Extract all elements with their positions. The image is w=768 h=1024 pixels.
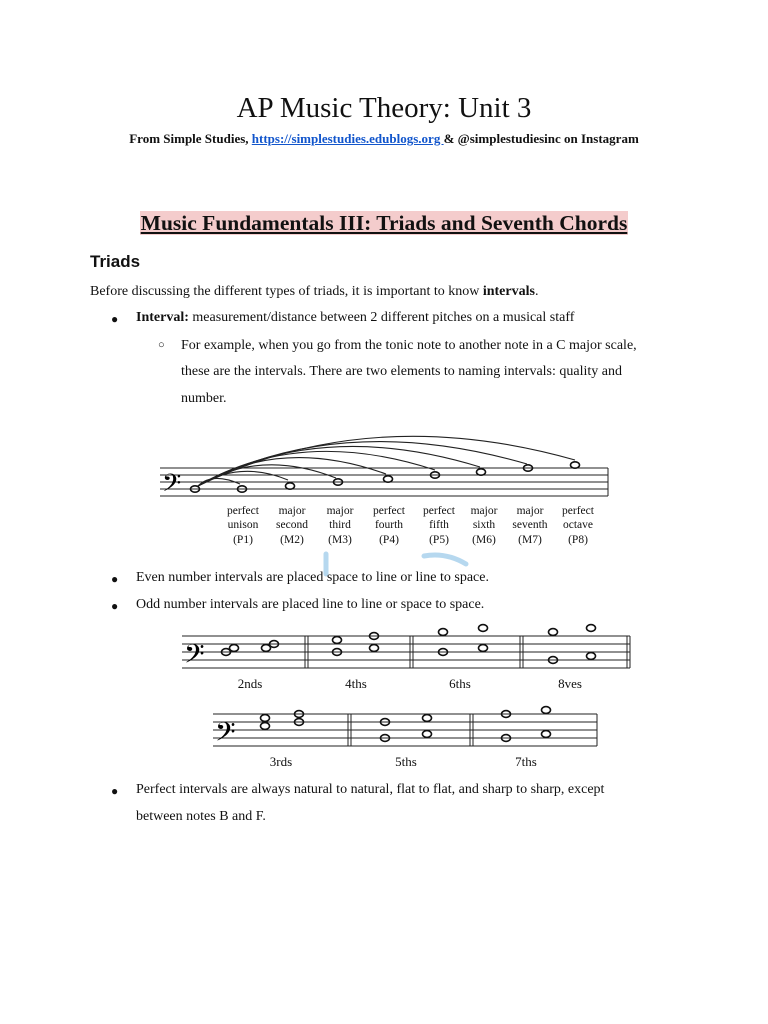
sub-line-3: number. xyxy=(181,391,227,406)
interval-number: sixth xyxy=(472,519,496,531)
interval-quality: perfect xyxy=(373,505,405,517)
bullet-icon: ● xyxy=(111,572,119,586)
interval-arcs xyxy=(198,436,575,486)
intro-bold: intervals xyxy=(482,284,535,299)
interval-abbr: (M7) xyxy=(518,534,542,546)
triads-heading: Triads xyxy=(90,252,141,271)
bullet-perfect-line-1: Perfect intervals are always natural to natural, flat to flat, and sharp to sharp, except xyxy=(136,782,605,797)
odd-intervals-figure xyxy=(209,700,604,772)
odd-label: 5ths xyxy=(395,754,417,769)
interval-quality: major xyxy=(326,505,354,517)
even-intervals-figure xyxy=(178,622,638,692)
intro-suffix: . xyxy=(534,284,539,299)
even-label: 2nds xyxy=(237,676,263,691)
interval-abbr: (M6) xyxy=(472,534,496,546)
bass-clef-icon: 𝄢 xyxy=(162,469,182,504)
even-label: 6ths xyxy=(449,676,471,691)
intro-prefix: Before discussing the different types of triads, it is important to know xyxy=(90,284,483,299)
figure3-staff xyxy=(213,714,597,746)
interval-quality: major xyxy=(516,505,544,517)
interval-quality: perfect xyxy=(423,505,455,517)
source-prefix: From Simple Studies, xyxy=(129,131,252,146)
interval-number: fifth xyxy=(429,519,449,531)
interval-text: measurement/distance between 2 different pitches on a musical staff xyxy=(188,310,575,325)
bullet-icon: ● xyxy=(111,312,119,326)
bullet-perfect-line-2: between notes B and F. xyxy=(136,809,266,824)
source-link[interactable]: https://simplestudies.edublogs.org xyxy=(251,131,444,146)
source-line xyxy=(0,131,768,147)
sub-line-1: For example, when you go from the tonic note to another note in a C major scale, xyxy=(181,338,637,353)
interval-quality: major xyxy=(278,505,306,517)
bullet-odd: Odd number intervals are placed line to line or space to space. xyxy=(136,597,485,612)
interval-abbr: (P4) xyxy=(379,534,399,546)
interval-quality: major xyxy=(470,505,498,517)
source-suffix: & @simplestudiesinc on Instagram xyxy=(443,131,639,146)
sub-bullet-icon: ○ xyxy=(158,339,165,351)
interval-abbr: (P1) xyxy=(233,534,253,546)
interval-abbr: (P8) xyxy=(568,534,588,546)
even-label: 4ths xyxy=(345,676,367,691)
odd-label: 3rds xyxy=(269,754,293,769)
interval-number: fourth xyxy=(374,519,404,531)
bullet-even: Even number intervals are placed space to line or line to space. xyxy=(136,570,489,585)
interval-number: octave xyxy=(562,519,594,531)
interval-figure xyxy=(150,412,610,557)
odd-label: 7ths xyxy=(515,754,537,769)
odd-notes xyxy=(261,707,551,742)
page-title: AP Music Theory: Unit 3 xyxy=(236,92,532,124)
interval-number: seventh xyxy=(512,519,548,531)
interval-number: unison xyxy=(227,519,259,531)
interval-abbr: (M2) xyxy=(280,534,304,546)
interval-quality: perfect xyxy=(562,505,594,517)
bullet-icon: ● xyxy=(111,599,119,613)
interval-number: third xyxy=(329,519,351,531)
bullet-interval xyxy=(136,305,574,331)
even-label: 8ves xyxy=(558,676,582,691)
interval-number: second xyxy=(276,519,308,531)
interval-abbr: (M3) xyxy=(328,534,352,546)
intro-paragraph xyxy=(90,279,538,305)
figure2-staff xyxy=(182,636,630,668)
bullet-icon: ● xyxy=(111,784,119,798)
bass-clef-icon: 𝄢 xyxy=(215,716,236,754)
interval-abbr: (P5) xyxy=(429,534,449,546)
sub-line-2: these are the intervals. There are two elements to naming intervals: quality and xyxy=(181,364,622,379)
section-title xyxy=(0,211,768,236)
bass-clef-icon: 𝄢 xyxy=(184,638,205,676)
section-title-text: Music Fundamentals III: Triads and Seventh Chords xyxy=(140,211,628,235)
interval-label: Interval: xyxy=(136,310,189,325)
interval-quality: perfect xyxy=(227,505,259,517)
